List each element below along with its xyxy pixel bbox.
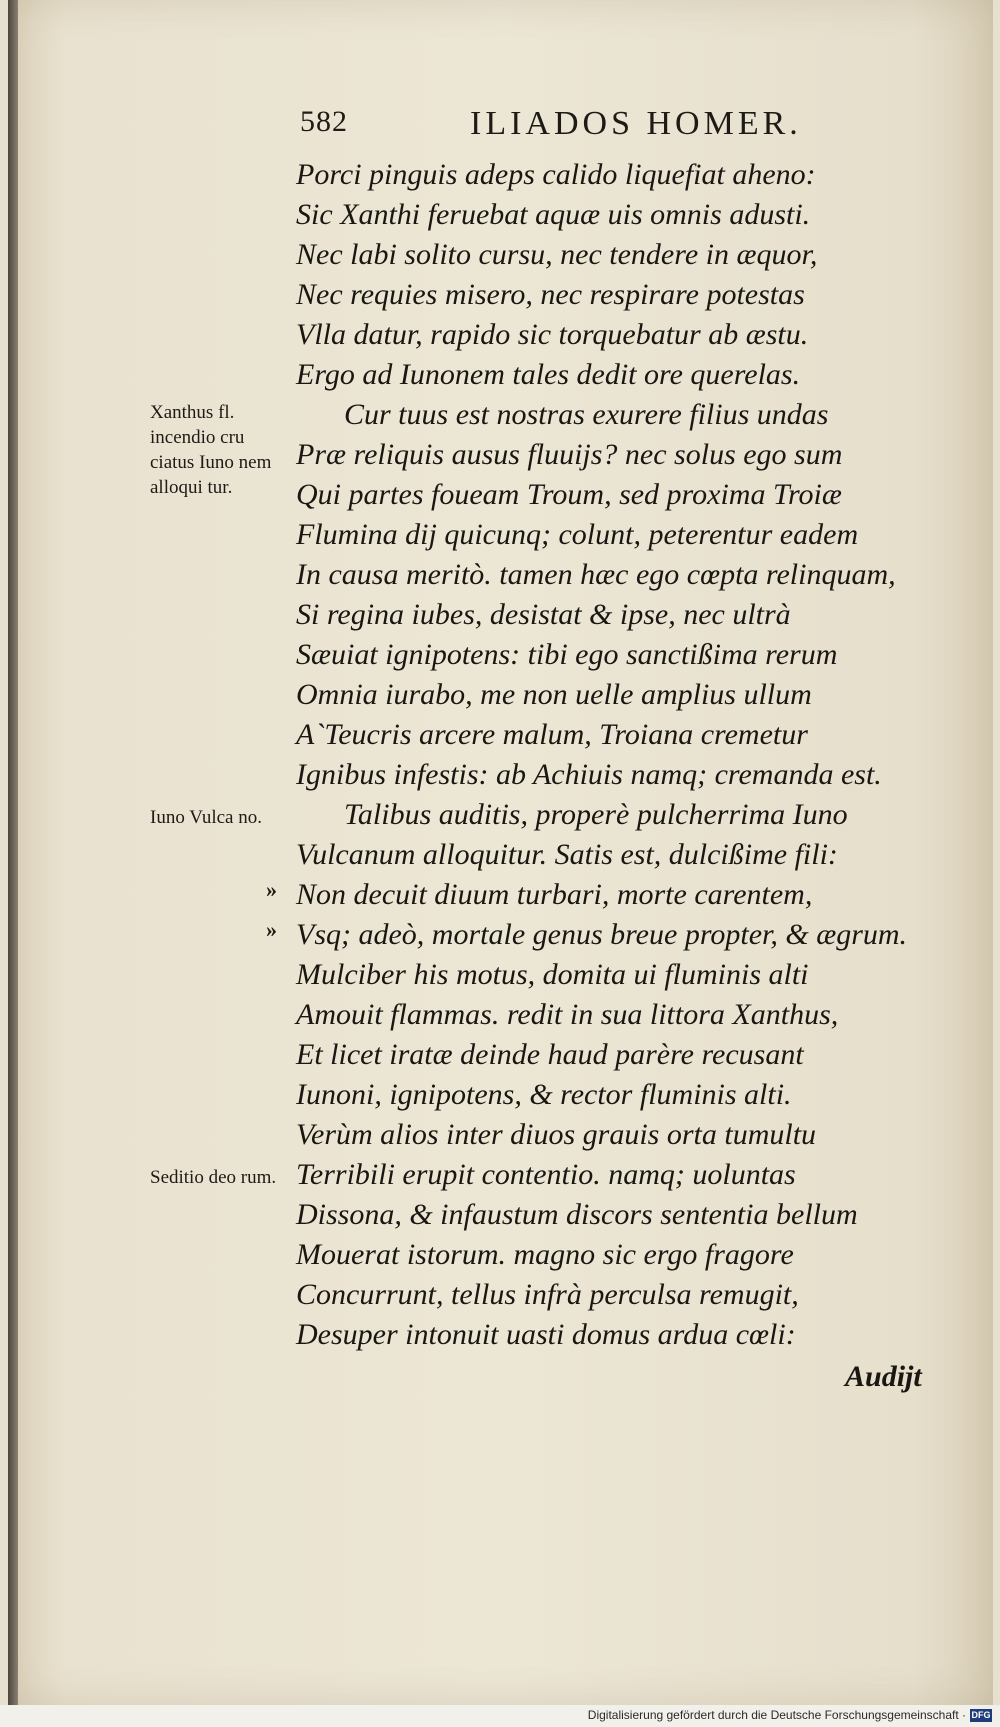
book-spine-edge: [8, 0, 18, 1705]
dfg-logo: DFG: [971, 1710, 991, 1720]
quote-mark: »: [266, 877, 277, 902]
verse-line: Vsq; adeò, mortale genus breue propter, & ægrum.: [296, 918, 908, 951]
running-title: ILIADOS HOMER.: [470, 105, 802, 142]
verse-line: Si regina iubes, desistat & ipse, nec ultrà: [296, 598, 791, 631]
verse-line: Mulciber his motus, domita ui fluminis alti: [296, 958, 809, 991]
page-number: 582: [300, 105, 348, 138]
quote-mark: »: [266, 917, 277, 942]
verse-line: Et licet iratæ deinde haud parère recusant: [296, 1038, 804, 1071]
verse-line: A`Teucris arcere malum, Troiana cremetur: [296, 718, 808, 751]
verse-line: Vulcanum alloquitur. Satis est, dulcißime fili:: [296, 838, 838, 871]
verse-line: Sæuiat ignipotens: tibi ego sanctißima rerum: [296, 638, 838, 671]
verse-line: Qui partes foueam Troum, sed proxima Troiæ: [296, 478, 842, 511]
side-note-xanthus: Xanthus fl. incendio cru ciatus Iuno nem alloqui tur.: [150, 402, 272, 498]
verse-line: Nec requies misero, nec respirare potestas: [296, 278, 805, 311]
verse-line: Non decuit diuum turbari, morte carentem,: [296, 878, 813, 911]
verse-line: Ergo ad Iunonem tales dedit ore querelas.: [296, 358, 801, 391]
verse-line: Concurrunt, tellus infrà perculsa remugit,: [296, 1278, 799, 1311]
verse-text: [296, 155, 956, 1355]
verse-line: Iunoni, ignipotens, & rector fluminis alti.: [296, 1078, 792, 1111]
verse-line: Porci pinguis adeps calido liquefiat aheno:: [296, 158, 816, 191]
verse-line: Ignibus infestis: ab Achiuis namq; cremanda est.: [296, 758, 882, 791]
side-note-seditio: Seditio deo rum.: [150, 1167, 277, 1188]
verse-line: In causa meritò. tamen hæc ego cœpta relinquam,: [296, 558, 896, 591]
verse-line: Nec labi solito cursu, nec tendere in æquor,: [296, 238, 818, 271]
funding-credit: Digitalisierung gefördert durch die Deutsche Forschungsgemeinschaft ·: [587, 1708, 966, 1722]
digitization-footer: [0, 1705, 1000, 1727]
verse-line: Desuper intonuit uasti domus ardua cœli:: [296, 1318, 796, 1351]
catchword: Audijt: [845, 1360, 922, 1393]
verse-line: Cur tuus est nostras exurere filius undas: [344, 398, 829, 431]
verse-line: Dissona, & infaustum discors sententia bellum: [296, 1198, 858, 1231]
page-header: [300, 105, 820, 155]
verse-line: Præ reliquis ausus fluuijs? nec solus ego sum: [296, 438, 843, 471]
verse-line: Flumina dij quicunq; colunt, peterentur eadem: [296, 518, 859, 551]
verse-line: Vlla datur, rapido sic torquebatur ab æstu.: [296, 318, 809, 351]
verse-line: Amouit flammas. redit in sua littora Xanthus,: [296, 998, 839, 1031]
verse-line: Terribili erupit contentio. namq; uoluntas: [296, 1158, 796, 1191]
verse-line: Omnia iurabo, me non uelle amplius ullum: [296, 678, 812, 711]
verse-line: Verùm alios inter diuos grauis orta tumultu: [296, 1118, 817, 1151]
verse-line: Mouerat istorum. magno sic ergo fragore: [296, 1238, 794, 1271]
verse-line: Talibus auditis, properè pulcherrima Iuno: [344, 798, 848, 831]
verse-line: Sic Xanthi feruebat aquæ uis omnis adusti.: [296, 198, 811, 231]
side-note-iuno: Iuno Vulca no.: [150, 807, 262, 828]
